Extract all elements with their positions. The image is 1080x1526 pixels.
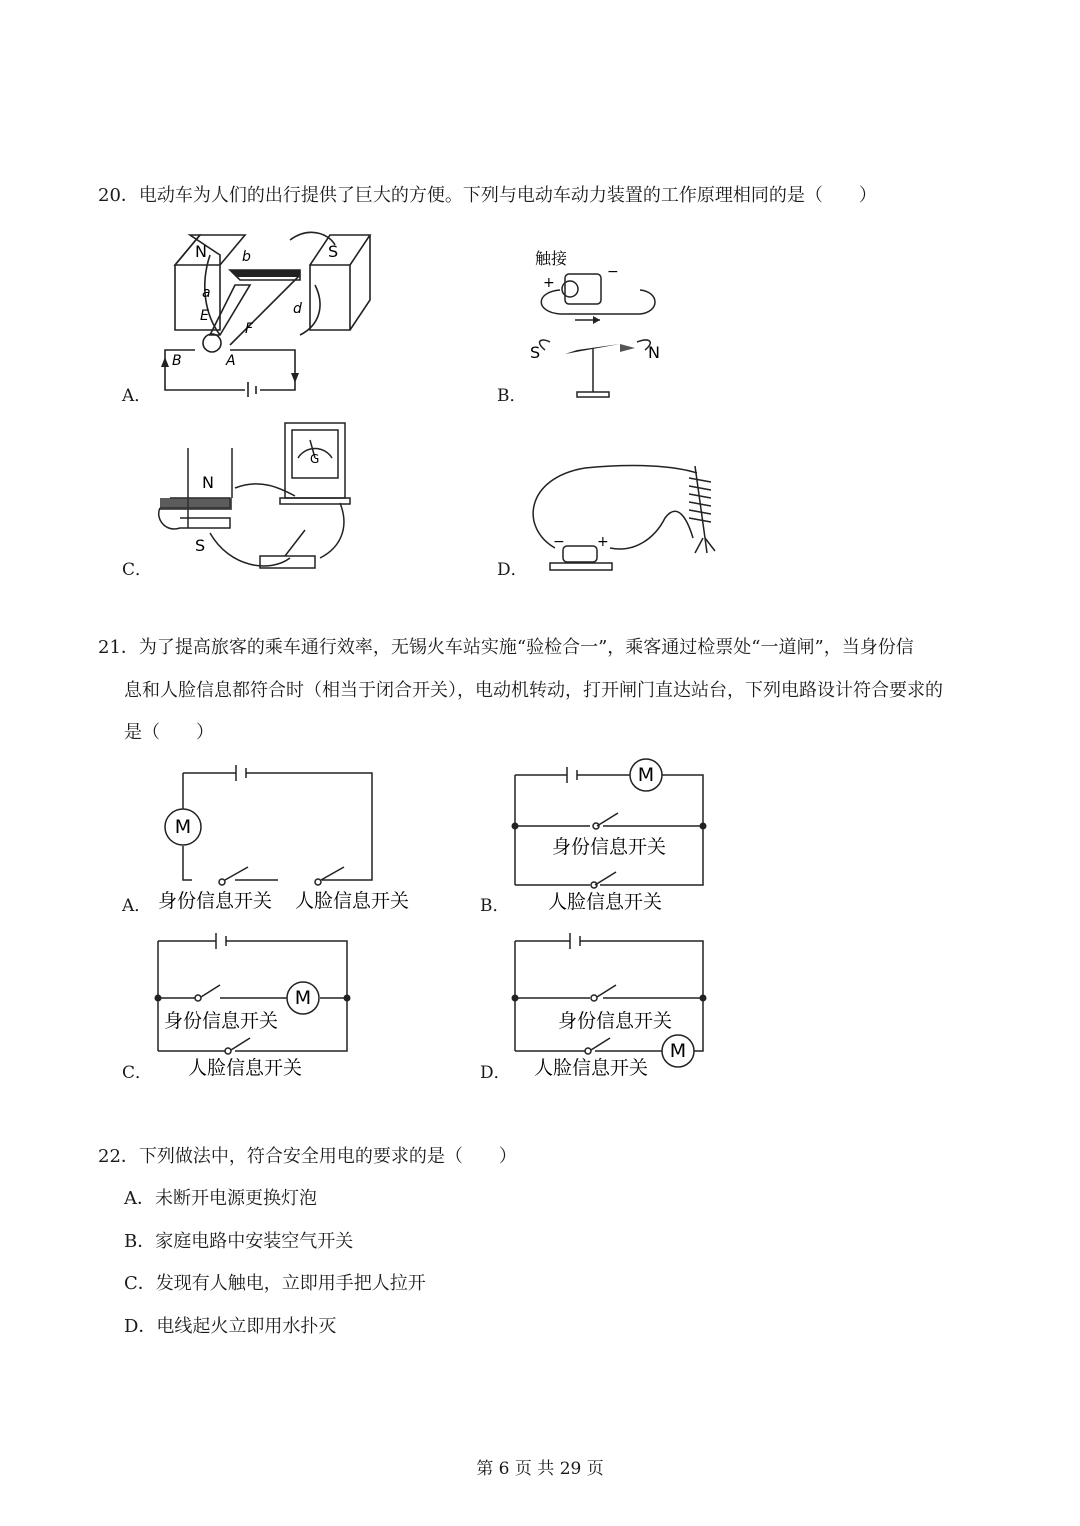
q20-figure-d-electromagnet [525, 458, 725, 578]
label-a: a [202, 285, 211, 301]
id-switch-label: 身份信息开关 [164, 1010, 279, 1032]
label-N: N [202, 473, 214, 492]
q21-circuit-a [150, 762, 440, 912]
motor-label: M [294, 987, 312, 1009]
face-switch-label: 人脸信息开关 [188, 1057, 303, 1079]
label-S: S [328, 242, 339, 261]
q21-option-b: B． [480, 896, 510, 916]
id-switch-label: 身份信息开关 [558, 1010, 673, 1032]
label-E: E [200, 308, 209, 324]
motor-label: M [174, 816, 192, 838]
id-switch-label: 身份信息开关 [552, 836, 667, 858]
label-minus: − [607, 264, 619, 280]
q20-stem: 20．电动车为人们的出行提供了巨大的方便。下列与电动车动力装置的工作原理相同的是（ ） [98, 185, 877, 206]
q21-stem-line3: 是（ ） [124, 722, 214, 743]
label-B: B [172, 353, 182, 369]
label-S: S [530, 343, 541, 362]
face-switch-label: 人脸信息开关 [534, 1057, 649, 1079]
q21-stem-line2: 息和人脸信息都符合时（相当于闭合开关），电动机转动，打开闸门直达站台，下列电路设计符合要求的 [124, 680, 943, 701]
q22-option-a: A．未断开电源更换灯泡 [124, 1188, 317, 1209]
q21-stem-line1: 21．为了提高旅客的乘车通行效率，无锡火车站实施“验检合一”，乘客通过检票处“一道闸”，当身份信 [98, 637, 914, 658]
q22-option-d: D．电线起火立即用水扑灭 [124, 1316, 337, 1337]
id-switch-label: 身份信息开关 [158, 890, 273, 912]
label-N: N [195, 242, 207, 261]
q20-figure-a-motor [150, 225, 380, 400]
label-b: b [242, 249, 251, 265]
label-A: A [226, 353, 236, 369]
label-G: G [310, 452, 320, 466]
q21-option-d: D． [480, 1063, 511, 1083]
face-switch-label: 人脸信息开关 [295, 890, 410, 912]
face-switch-label: 人脸信息开关 [548, 891, 663, 913]
q22-option-c: C．发现有人触电，立即用手把人拉开 [124, 1273, 426, 1294]
label-S: S [195, 536, 206, 555]
label-plus: + [543, 275, 555, 291]
motor-label: M [669, 1040, 687, 1062]
label-N: N [648, 343, 660, 362]
q20-figure-b-oersted [525, 242, 670, 402]
label-touch: 触接 [535, 249, 568, 268]
q20-option-d: D． [497, 560, 528, 580]
q22-stem: 22．下列做法中，符合安全用电的要求的是（ ） [98, 1146, 517, 1167]
q21-circuit-c [150, 930, 365, 1085]
label-plus: + [597, 534, 609, 550]
q21-option-a: A． [122, 896, 152, 916]
q21-option-c: C． [122, 1063, 153, 1083]
label-minus: − [553, 534, 565, 550]
label-F: F [245, 321, 254, 337]
q21-circuit-d [510, 930, 725, 1085]
q20-option-c: C． [122, 560, 153, 580]
motor-label: M [637, 764, 655, 786]
q20-option-b: B． [497, 386, 527, 406]
q20-figure-c-induction [150, 418, 350, 578]
q22-option-b: B．家庭电路中安装空气开关 [124, 1231, 354, 1252]
q21-circuit-b [510, 758, 720, 918]
page-footer: 第 6 页 共 29 页 [476, 1459, 604, 1479]
label-d: d [293, 301, 302, 317]
q20-option-a: A． [122, 386, 152, 406]
